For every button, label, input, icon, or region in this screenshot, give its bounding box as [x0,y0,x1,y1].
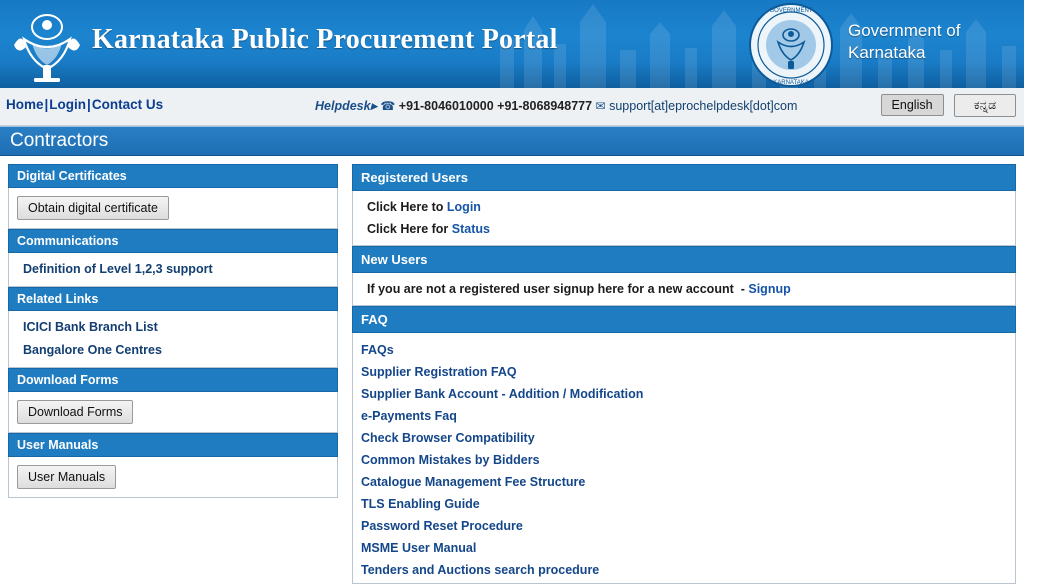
site-header [0,0,1024,88]
panel-communications [8,229,338,287]
panel-faq [352,306,1016,584]
government-line-1: Government of [848,21,961,40]
download-forms-button[interactable]: Download Forms [17,400,133,424]
left-column [8,164,338,557]
nav-link-login[interactable]: Login [49,97,87,112]
obtain-digital-certificate-button[interactable]: Obtain digital certificate [17,196,169,220]
language-button-english[interactable]: English [881,94,944,116]
top-nav-bar [0,88,1024,126]
nav-links: Home|Login|Contact Us [6,97,164,112]
helpdesk-phone-2: +91-8068948777 [497,99,593,113]
page-title-banner: Karnataka Public Procurement Portal [92,24,558,55]
panel-body-user-manuals [8,457,338,498]
row-click-here-for-status[interactable] [361,218,1007,240]
faq-link-e-payments-faq[interactable]: e-Payments Faq [361,408,457,423]
faq-item[interactable] [361,339,1013,361]
faq-item[interactable] [361,515,1013,537]
faq-item[interactable] [361,361,1013,383]
panel-download-forms [8,368,338,433]
faq-item[interactable] [361,405,1013,427]
registered-users-row2-prefix: Click Here for [367,222,449,236]
user-manuals-button[interactable]: User Manuals [17,465,116,489]
helpdesk-email: support[at]eprochelpdesk[dot]com [609,99,798,113]
panel-body-related-links [8,311,338,368]
login-link[interactable]: Login [446,200,481,214]
government-label [848,20,1008,64]
faq-item[interactable] [361,537,1013,559]
panel-heading-digital-certificates: Digital Certificates [8,164,338,188]
panel-digital-certificates [8,164,338,229]
panel-registered-users [352,164,1016,246]
section-title-bar [0,126,1024,156]
link-bangalore-one-centres-anchor[interactable]: Bangalore One Centres [23,343,162,357]
faq-item[interactable] [361,559,1013,581]
right-column [352,164,1016,577]
signup-link[interactable]: Signup [748,282,791,296]
svg-text:KARNATAKA: KARNATAKA [773,80,809,86]
panel-heading-user-manuals: User Manuals [8,433,338,457]
language-switcher [875,94,1016,117]
faq-link-tenders-and-auctions-search[interactable]: Tenders and Auctions search procedure [361,562,600,577]
government-seal-icon [748,2,834,88]
faq-item[interactable] [361,427,1013,449]
faq-link-supplier-bank-account[interactable]: Supplier Bank Account - Addition / Modification [361,386,644,401]
language-button-kannada[interactable]: ಕನ್ನಡ [954,94,1016,117]
link-bangalore-one-centres[interactable] [17,339,329,362]
link-icici-bank-branch-list[interactable] [17,316,329,339]
faq-link-supplier-registration-faq[interactable]: Supplier Registration FAQ [361,364,517,379]
panel-body-new-users [352,273,1016,306]
nav-link-contact-us[interactable]: Contact Us [91,97,164,112]
panel-body-faq [352,333,1016,584]
row-click-here-to-login[interactable] [361,196,1007,218]
panel-heading-registered-users: Registered Users [352,164,1016,191]
government-line-2: Karnataka [848,43,926,62]
helpdesk-info: Helpdesk▸ ☎ +91-8046010000 +91-8068948777 ✉ support[at]eprochelpdesk[dot]com [315,99,798,113]
helpdesk-phone-1: +91-8046010000 [398,99,494,113]
helpdesk-label: Helpdesk [315,99,371,113]
svg-text:GOVERNMENT: GOVERNMENT [769,8,813,14]
link-definition-of-level-support[interactable] [17,258,329,281]
new-users-dash: - [740,282,745,296]
page-title: Contractors [10,130,109,151]
panel-heading-faq: FAQ [352,306,1016,333]
envelope-icon: ✉ [595,99,606,113]
panel-body-communications [8,253,338,287]
faq-link-tls-enabling-guide[interactable]: TLS Enabling Guide [361,496,480,511]
faq-link-check-browser-compatibility[interactable]: Check Browser Compatibility [361,430,535,445]
panel-body-digital-certificates [8,188,338,229]
status-link[interactable]: Status [451,222,490,236]
panel-related-links [8,287,338,368]
phone-icon: ☎ [380,99,396,113]
registered-users-row1-prefix: Click Here to [367,200,444,214]
faq-link-catalogue-management-fee-structure[interactable]: Catalogue Management Fee Structure [361,474,586,489]
panel-body-download-forms [8,392,338,433]
faq-link-password-reset-procedure[interactable]: Password Reset Procedure [361,518,523,533]
panel-heading-new-users: New Users [352,246,1016,273]
faq-item[interactable] [361,471,1013,493]
faq-item[interactable] [361,493,1013,515]
nav-link-home[interactable]: Home [6,97,44,112]
faq-link-common-mistakes-by-bidders[interactable]: Common Mistakes by Bidders [361,452,540,467]
link-definition-of-level-support-anchor[interactable]: Definition of Level 1,2,3 support [23,262,213,276]
faq-item[interactable] [361,449,1013,471]
faq-link-msme-user-manual[interactable]: MSME User Manual [361,540,477,555]
panel-body-registered-users [352,191,1016,246]
row-new-user-signup [361,278,1007,300]
panel-new-users [352,246,1016,306]
state-emblem-icon [10,5,84,83]
panel-heading-download-forms: Download Forms [8,368,338,392]
link-icici-bank-branch-list-anchor[interactable]: ICICI Bank Branch List [23,320,158,334]
new-users-text: If you are not a registered user signup here for a new account [367,282,734,296]
faq-link-faqs[interactable]: FAQs [361,342,394,357]
panel-heading-related-links: Related Links [8,287,338,311]
panel-heading-communications: Communications [8,229,338,253]
panel-user-manuals [8,433,338,498]
faq-item[interactable] [361,383,1013,405]
main-content [0,156,1024,577]
